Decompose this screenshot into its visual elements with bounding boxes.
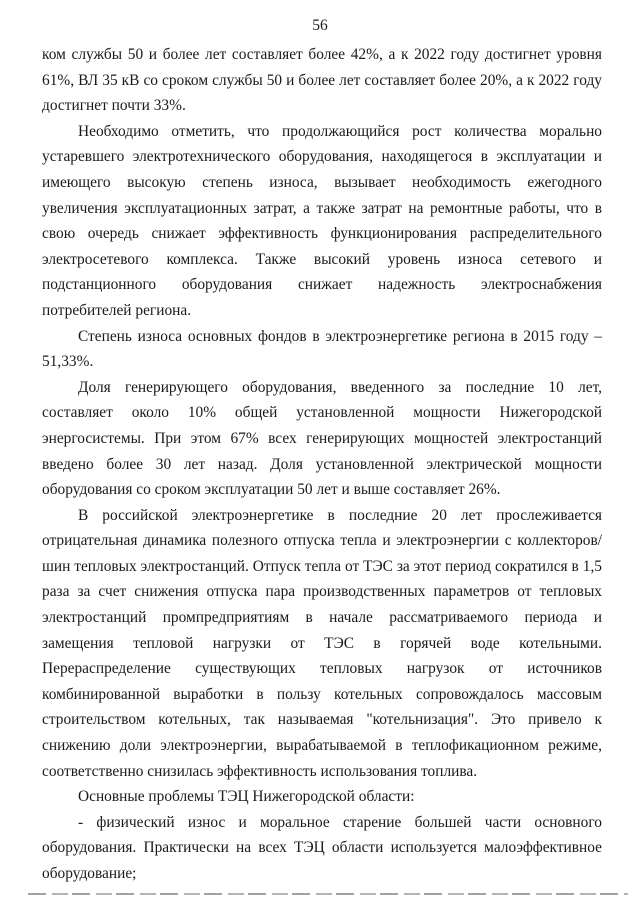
paragraph-wear-degree: Степень износа основных фондов в электроэнергетике региона в 2015 году – 51,33%. xyxy=(42,327,602,371)
paragraph-problems-heading: Основные проблемы ТЭЦ Нижегородской области: xyxy=(78,788,415,806)
scan-edge-artifact xyxy=(28,893,628,895)
paragraph-generating-share: Доля генерирующего оборудования, введенного за последние 10 лет, составляет около 10% общей установленной мощности Нижегородской энергосистемы. При этом 67% всех генерирующих мощностей электростанций введено более 30 лет назад. Доля установленной электрической мощности оборудования со сроком эксплуатации 50 лет и выше составляет 26%. xyxy=(42,378,602,499)
paragraph-heat-dynamics: В российской электроэнергетике в последние 20 лет прослеживается отрицательная динамика полезного отпуска тепла и электроэнергии с коллекторов/шин тепловых электростанций. Отпуск тепла от ТЭС за этот период сократился в 1,5 раза за счет снижения отпуска пара производственных параметров от тепловых электростанций промпредприятиям в начале рассматриваемого периода и замещения тепловой нагрузки от ТЭС в горячей воде котельными. Перераспределение существующих тепловых нагрузок от источников комбинированной выработки в пользу котельных сопровождалось массовым строительством котельных, так называемая "котельнизация". Это привело к снижению доли электроэнергии, вырабатываемой в теплофикационном режиме, соответственно снизилась эффективность использования топлива. xyxy=(42,506,602,780)
paragraph-equipment-wear: Необходимо отметить, что продолжающийся рост количества морально устаревшего электротехнического оборудования, находящегося в эксплуатации и имеющего высокую степень износа, вызывает необходимость ежегодного увеличения эксплуатационных затрат, а также затрат на ремонтные работы, что в свою очередь снижает эффективность функционирования распределительного электросетевого комплекса. Также высокий уровень износа сетевого и подстанционного оборудования снижает надежность электроснабжения потребителей региона. xyxy=(42,122,602,319)
list-item-physical-wear: - физический износ и моральное старение большей части основного оборудования. Практически на всех ТЭЦ области используется малоэффективное оборудование; xyxy=(42,813,602,882)
body-text xyxy=(42,42,602,887)
page-number: 56 xyxy=(312,17,328,34)
paragraph-continuation: ком службы 50 и более лет составляет более 42%, а к 2022 году достигнет уровня 61%, ВЛ 35 кВ со сроком службы 50 и более лет составляет более 20%, а к 2022 году достигнет почти 33%. xyxy=(42,46,602,115)
